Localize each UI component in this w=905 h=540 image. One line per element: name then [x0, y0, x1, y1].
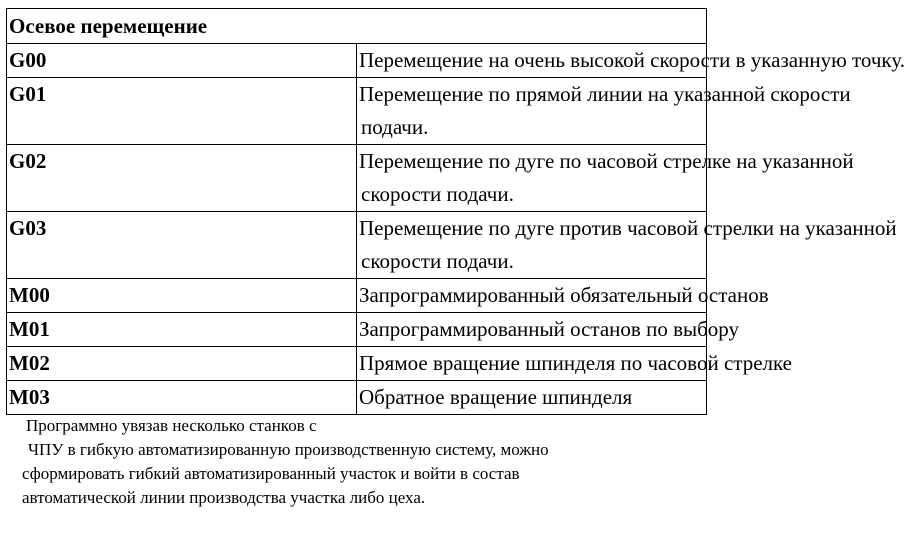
- description-line: скорости подачи.: [361, 249, 514, 273]
- table-row: [7, 313, 707, 347]
- description-line: Перемещение по прямой линии на указанной скорости: [359, 82, 851, 106]
- command-description: [357, 347, 793, 381]
- explanatory-paragraph: [22, 414, 702, 510]
- table-row: [7, 78, 707, 145]
- description-line: Запрограммированный останов по выбору: [359, 317, 740, 341]
- description-line: подачи.: [361, 115, 429, 139]
- table-row: [7, 279, 707, 313]
- table-row: [7, 44, 707, 78]
- command-description: [357, 212, 897, 279]
- command-description: [357, 279, 769, 313]
- paragraph-line: ЧПУ в гибкую автоматизированную производственную систему, можно: [28, 440, 549, 459]
- paragraph-line: автоматической линии производства участка либо цеха.: [22, 488, 426, 507]
- command-code: M01: [7, 313, 357, 347]
- table-heading-row: [7, 9, 707, 44]
- paragraph-line: сформировать гибкий автоматизированный участок и войти в состав: [22, 464, 520, 483]
- paragraph-line: Программно увязав несколько станков с: [26, 416, 317, 435]
- command-description: [357, 313, 740, 347]
- command-code: M03: [7, 381, 357, 415]
- description-line: Прямое вращение шпинделя по часовой стрелке: [359, 351, 793, 375]
- table-heading: Осевое перемещение: [7, 9, 707, 44]
- command-code: G00: [7, 44, 357, 78]
- command-code: G01: [7, 78, 357, 145]
- description-line: Перемещение по дуге по часовой стрелке на указанной: [359, 149, 854, 173]
- table-row: [7, 347, 707, 381]
- description-line: Запрограммированный обязательный останов: [359, 283, 769, 307]
- command-description: [357, 381, 707, 415]
- description-line: Перемещение по дуге против часовой стрелки на указанной: [359, 216, 897, 240]
- table-row: [7, 381, 707, 415]
- command-code: G03: [7, 212, 357, 279]
- command-code: G02: [7, 145, 357, 212]
- table-row: [7, 212, 707, 279]
- table-row: [7, 145, 707, 212]
- description-line: Обратное вращение шпинделя: [359, 385, 633, 409]
- description-line: Перемещение на очень высокой скорости в указанную точку.: [359, 48, 905, 72]
- command-code: M00: [7, 279, 357, 313]
- description-line: скорости подачи.: [361, 182, 514, 206]
- command-description: [357, 145, 854, 212]
- axis-movement-table: [6, 8, 905, 415]
- command-code: M02: [7, 347, 357, 381]
- command-description: [357, 44, 905, 78]
- command-description: [357, 78, 851, 145]
